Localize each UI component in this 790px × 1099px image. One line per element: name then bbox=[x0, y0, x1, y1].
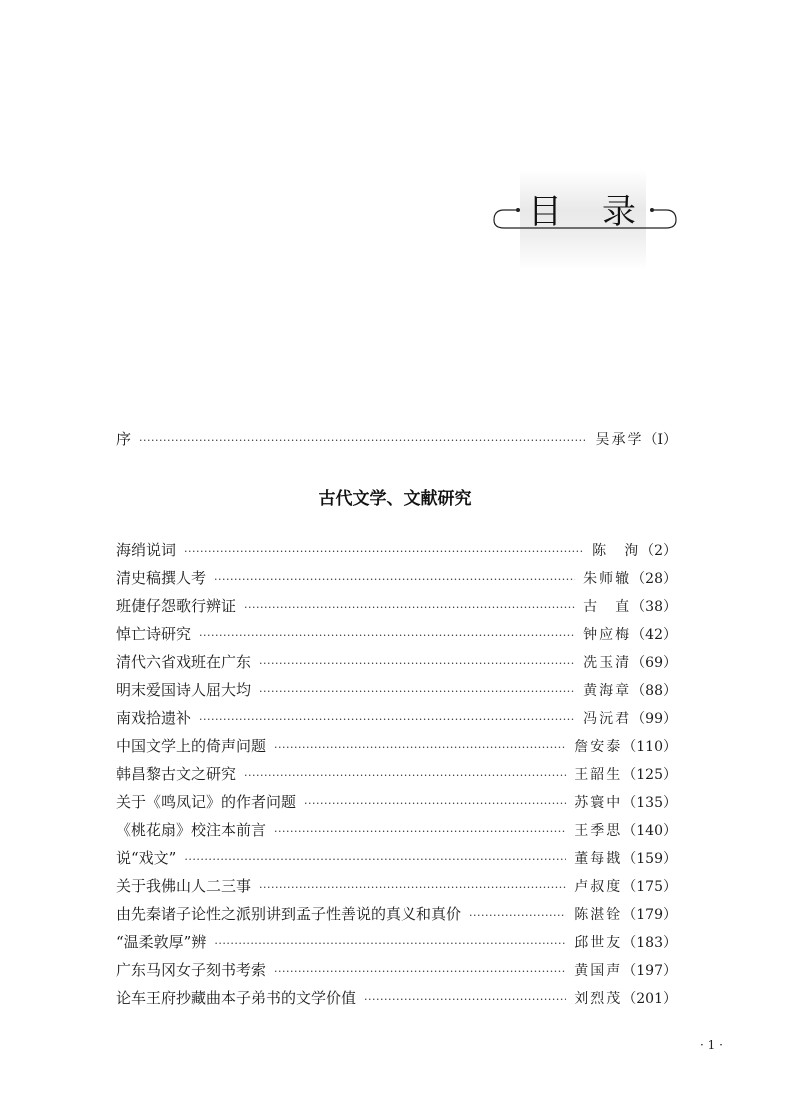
entry-page: （88） bbox=[631, 683, 677, 699]
entry-title: 海绡说词 bbox=[116, 541, 177, 559]
entry-author: 陈 洵 bbox=[592, 543, 641, 559]
dot-leader bbox=[214, 569, 575, 591]
toc-row bbox=[116, 903, 677, 925]
dot-leader bbox=[274, 737, 566, 759]
toc-row-preface bbox=[116, 428, 677, 450]
dot-leader bbox=[364, 989, 566, 1011]
entry-author: 钟应梅 bbox=[583, 627, 632, 643]
entry-title: 序 bbox=[116, 430, 132, 448]
title-char-2: 录 bbox=[602, 192, 638, 232]
toc-row bbox=[116, 707, 677, 729]
entry-author: 陈湛铨 bbox=[574, 907, 623, 923]
entry-author: 苏寰中 bbox=[574, 795, 623, 811]
dot-leader bbox=[214, 933, 566, 955]
entry-title: 广东马冈女子刻书考索 bbox=[116, 961, 267, 979]
entry-author: 朱师辙 bbox=[583, 571, 632, 587]
toc-row bbox=[116, 623, 677, 645]
entry-author: 王季思 bbox=[574, 823, 623, 839]
entry-page: （175） bbox=[622, 879, 677, 895]
entry-author: 黄国声 bbox=[574, 963, 623, 979]
entry-author: 冼玉清 bbox=[583, 655, 632, 671]
entry-author: 古 直 bbox=[583, 599, 632, 615]
entry-title: 关于我佛山人二三事 bbox=[116, 877, 252, 895]
toc-row bbox=[116, 819, 677, 841]
entry-author: 卢叔度 bbox=[574, 879, 623, 895]
entry-title: 《桃花扇》校注本前言 bbox=[116, 821, 267, 839]
entry-page: （179） bbox=[622, 907, 677, 923]
entry-title: 韩昌黎古文之研究 bbox=[116, 765, 237, 783]
toc-row bbox=[116, 987, 677, 1009]
entry-page: （110） bbox=[622, 739, 677, 755]
entry-author: 邱世友 bbox=[574, 935, 623, 951]
entry-page: （183） bbox=[622, 935, 677, 951]
entry-page: （135） bbox=[622, 795, 677, 811]
entry-page: （42） bbox=[631, 627, 677, 643]
entry-page: （2） bbox=[640, 543, 677, 559]
toc-row bbox=[116, 595, 677, 617]
entry-title: 班倢仔怨歌行辨证 bbox=[116, 597, 237, 615]
entry-author: 黄海章 bbox=[583, 683, 632, 699]
entry-page: （197） bbox=[622, 963, 677, 979]
toc-row bbox=[116, 735, 677, 757]
dot-leader bbox=[244, 597, 575, 619]
dot-leader bbox=[304, 793, 566, 815]
entry-author: 冯沅君 bbox=[583, 711, 632, 727]
entry-title: 关于《鸣凤记》的作者问题 bbox=[116, 793, 297, 811]
entry-title: 南戏拾遗补 bbox=[116, 709, 192, 727]
entry-author: 王韶生 bbox=[574, 767, 623, 783]
entry-page: （140） bbox=[622, 823, 677, 839]
entry-page: （201） bbox=[622, 991, 677, 1007]
entry-title: 论车王府抄藏曲本子弟书的文学价值 bbox=[116, 989, 357, 1007]
toc-row bbox=[116, 679, 677, 701]
entry-page: （38） bbox=[631, 599, 677, 615]
dot-leader bbox=[184, 849, 566, 871]
dot-leader bbox=[139, 430, 587, 452]
entry-title: 由先秦诸子论性之派别讲到孟子性善说的真义和真价 bbox=[116, 905, 462, 923]
entry-page: （28） bbox=[631, 571, 677, 587]
toc-row bbox=[116, 539, 677, 561]
dot-leader bbox=[274, 961, 566, 983]
entry-title: 中国文学上的倚声问题 bbox=[116, 737, 267, 755]
toc-row bbox=[116, 791, 677, 813]
dot-leader bbox=[199, 625, 575, 647]
entry-page: （125） bbox=[622, 767, 677, 783]
entry-title: 明末爱国诗人屈大均 bbox=[116, 681, 252, 699]
toc-row bbox=[116, 567, 677, 589]
entry-page: （Ⅰ） bbox=[643, 432, 677, 448]
toc-row bbox=[116, 847, 677, 869]
page-title bbox=[520, 184, 646, 233]
dot-leader bbox=[244, 765, 566, 787]
dot-leader bbox=[199, 709, 575, 731]
toc-row bbox=[116, 931, 677, 953]
dot-leader bbox=[469, 905, 566, 927]
section-heading: 古代文学、文献研究 bbox=[318, 489, 472, 509]
entry-author: 詹安泰 bbox=[574, 739, 623, 755]
dot-leader bbox=[259, 877, 566, 899]
toc-row bbox=[116, 959, 677, 981]
toc-row bbox=[116, 651, 677, 673]
entry-title: 说“戏文” bbox=[116, 849, 177, 867]
entry-author: 刘烈茂 bbox=[574, 991, 623, 1007]
toc-row bbox=[116, 763, 677, 785]
entry-author: 董每戡 bbox=[574, 851, 623, 867]
entry-title: 清代六省戏班在广东 bbox=[116, 653, 252, 671]
entry-author: 吴承学 bbox=[595, 432, 644, 448]
title-char-1: 目 bbox=[528, 192, 564, 232]
entry-page: （99） bbox=[631, 711, 677, 727]
toc-row bbox=[116, 875, 677, 897]
dot-leader bbox=[274, 821, 566, 843]
dot-leader bbox=[259, 653, 575, 675]
page-number: · 1 · bbox=[700, 1038, 723, 1052]
dot-leader bbox=[184, 541, 584, 563]
entry-title: 清史稿撰人考 bbox=[116, 569, 207, 587]
entry-page: （159） bbox=[622, 851, 677, 867]
entry-title: 悼亡诗研究 bbox=[116, 625, 192, 643]
toc-title-block bbox=[492, 170, 678, 270]
entry-page: （69） bbox=[631, 655, 677, 671]
dot-leader bbox=[259, 681, 575, 703]
entry-title: “温柔敦厚”辨 bbox=[116, 933, 207, 951]
